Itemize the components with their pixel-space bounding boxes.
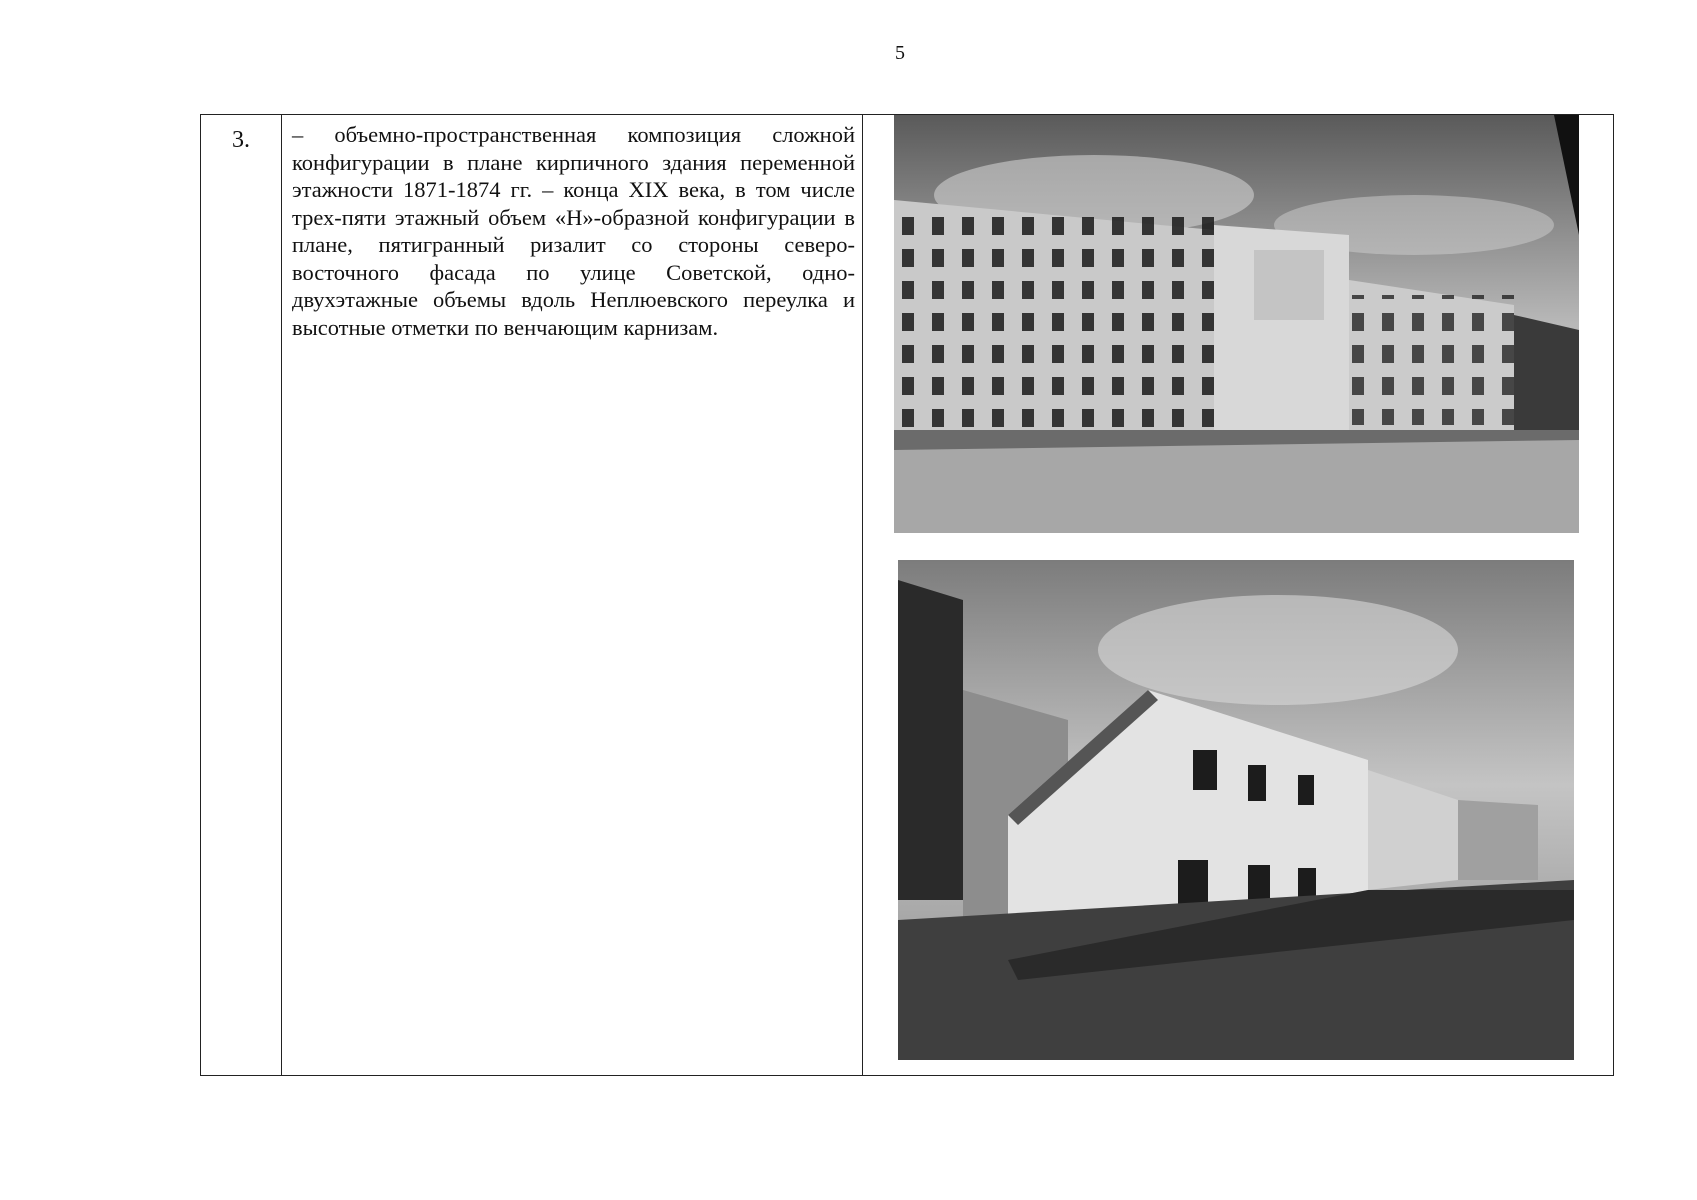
table-column-divider [281,115,282,1075]
page-number: 5 [895,42,905,64]
building-photo-2-image [898,560,1574,1060]
document-table [200,114,1614,1076]
building-photo-1 [894,115,1579,533]
table-column-divider [862,115,863,1075]
row-description: – объемно-пространственная композиция сложной конфигурации в плане кирпичного здания переменной этажности 1871-1874 гг. – конца XIX века, в том числе трех-пяти этажный объем «Н»-образной конфигурации в плане, пятигранный ризалит со стороны северо-восточного фасада по улице Советской, одно-двухэтажные объемы вдоль Неплюевского переулка и высотные отметки по венчающим карнизам. [292,122,855,340]
building-photo-2 [898,560,1574,1060]
row-number: 3. [232,127,250,153]
building-photo-1-image [894,115,1579,533]
